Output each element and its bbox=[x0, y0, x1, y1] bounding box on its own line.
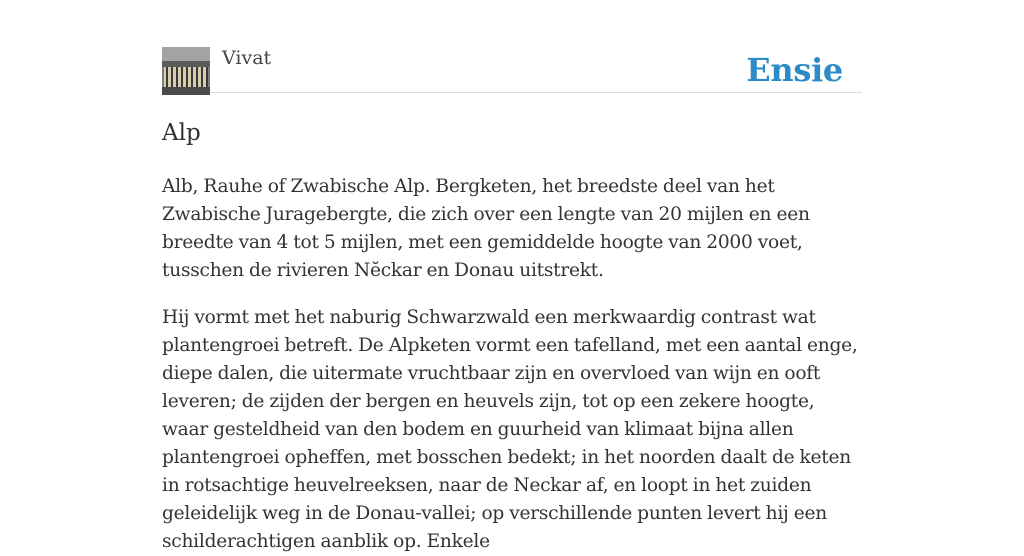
article-page bbox=[162, 0, 862, 556]
avatar[interactable] bbox=[162, 47, 210, 95]
brand-logo[interactable]: Ensie bbox=[746, 51, 843, 89]
page-header bbox=[162, 0, 862, 93]
author-name[interactable]: Vivat bbox=[222, 47, 272, 69]
article-paragraph: Alb, Rauhe of Zwabische Alp. Bergketen, het breedste deel van het Zwabische Juragebergte, die zich over een lengte van 20 mijlen en een breedte van 4 tot 5 mijlen, met een gemiddelde hoogte van 2000 voet, tusschen de rivieren Nĕckar en Donau uitstrekt. bbox=[162, 176, 810, 281]
avatar-photo-icon bbox=[162, 47, 210, 95]
page-title: Alp bbox=[162, 120, 201, 146]
article-paragraph: Hij vormt met het naburig Schwarzwald een merkwaardig contrast wat plantengroei betreft. De Alpketen vormt een tafelland, met een aantal enge, diepe dalen, die uitermate vruchtbaar zijn en overvloed van wijn en ooft leveren; de zijden der bergen en heuvels zijn, tot op een zekere hoogte, waar gesteldheid van den bodem en guurheid van klimaat bijna allen plantengroei opheffen, met bosschen bedekt; in het noorden daalt de keten in rotsachtige heuvelreeksen, naar de Neckar af, en loopt in het zuiden geleidelijk weg in de Donau-vallei; op verschillende punten levert hij een schilderachtigen aanblik op. Enkele bbox=[162, 307, 858, 552]
